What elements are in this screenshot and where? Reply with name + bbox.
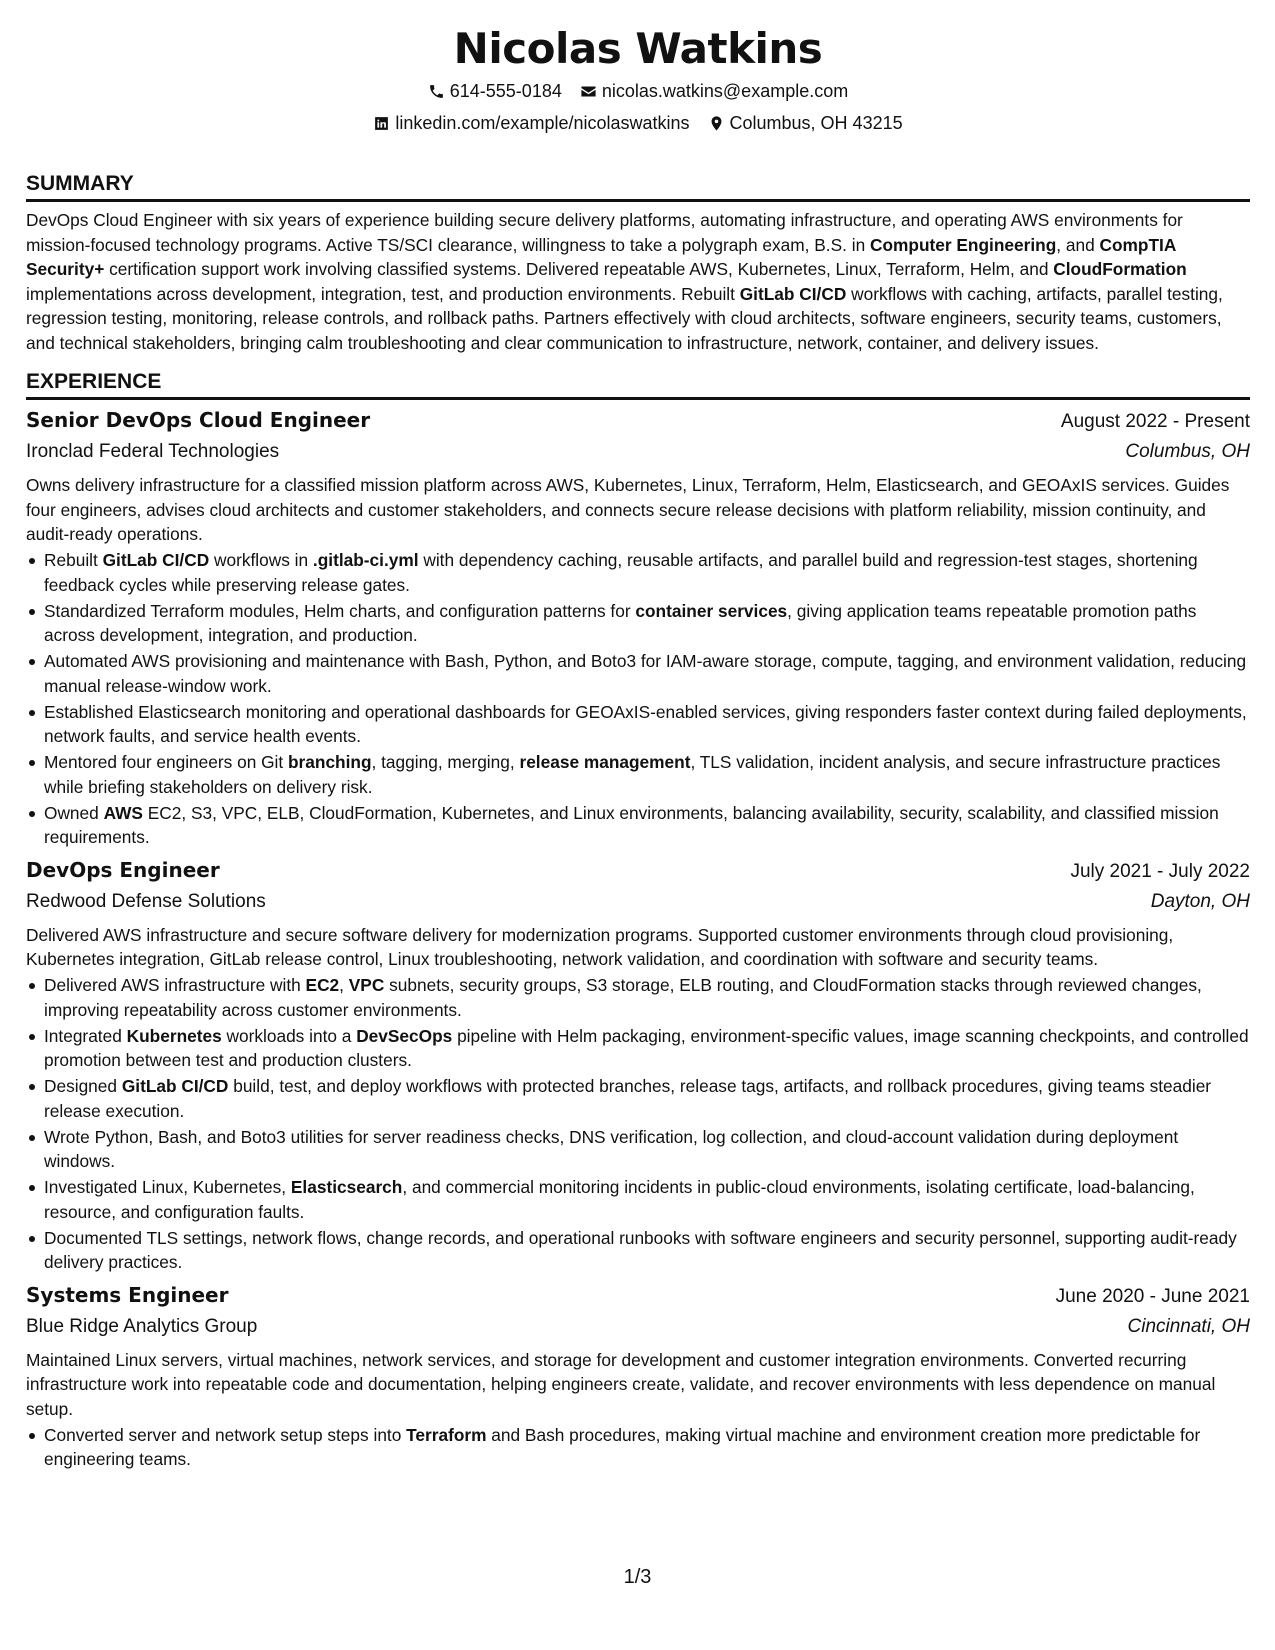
job-description: Delivered AWS infrastructure and secure software delivery for modernization programs. Supported customer environments through cloud provisioning, Kubernetes integration, GitLab release control, Linux troubleshooting, network validation, and coordination with software and security teams. xyxy=(26,924,1174,969)
job-bullet xyxy=(26,599,1250,648)
job-bullet xyxy=(26,1074,1250,1123)
location-contact xyxy=(708,112,903,134)
linkedin-contact[interactable] xyxy=(373,112,689,134)
bold-keyword: .gitlab-ci.yml xyxy=(312,550,419,570)
job-entry xyxy=(26,856,1250,1275)
text-span: pipeline with Helm packaging, environment-specific values, image scanning checkpoints, and controlled promotion between test and production clusters. xyxy=(44,1025,1249,1070)
text-span: , xyxy=(339,975,349,995)
job-location: Columbus, OH xyxy=(1125,441,1250,462)
job-header xyxy=(26,856,1250,886)
linkedin-link[interactable]: linkedin.com/example/nicolaswatkins xyxy=(395,113,690,133)
contact-line-1 xyxy=(26,80,1250,102)
text-span: with dependency caching, reusable artifacts, and parallel build and regression-test stages, shortening feedback cycles while preserving release gates. xyxy=(44,550,1198,595)
contact-line-2 xyxy=(26,112,1250,134)
job-dates: August 2022 - Present xyxy=(1060,411,1250,432)
text-span: Wrote Python, Bash, and Boto3 utilities for server readiness checks, DNS verification, log collection, and cloud-account validation during deployment windows. xyxy=(44,1126,1179,1171)
job-bullet-list xyxy=(26,1423,1250,1472)
phone-contact xyxy=(428,80,562,102)
job-bullet xyxy=(26,548,1250,597)
text-span: Investigated Linux, Kubernetes, xyxy=(44,1177,291,1197)
section-title-summary: SUMMARY xyxy=(26,172,1250,202)
text-span: Standardized Terraform modules, Helm charts, and configuration patterns for xyxy=(44,600,636,621)
job-bullet xyxy=(26,750,1250,799)
job-company: Blue Ridge Analytics Group xyxy=(26,1315,258,1337)
text-span: , TLS validation, incident analysis, and secure infrastructure practices while briefing stakeholders on delivery risk. xyxy=(44,752,1221,797)
text-span: , tagging, merging, xyxy=(371,752,520,772)
section-title-experience: EXPERIENCE xyxy=(26,370,1250,400)
job-header xyxy=(26,406,1250,436)
text-span: Mentored four engineers on Git xyxy=(44,752,288,772)
phone-icon xyxy=(428,83,445,100)
job-header xyxy=(26,1281,1250,1311)
text-span: , and xyxy=(1056,234,1100,255)
bold-keyword: CloudFormation xyxy=(1053,259,1187,279)
envelope-icon xyxy=(580,83,597,100)
job-dates: July 2021 - July 2022 xyxy=(1070,860,1250,882)
page-number: 1/3 xyxy=(623,1566,652,1588)
text-span: subnets, security groups, S3 storage, ELB routing, and CloudFormation stacks through reviewed changes, improving repeatability across customer environments. xyxy=(44,975,1202,1020)
email-contact[interactable] xyxy=(580,80,848,102)
job-bullet-list xyxy=(26,973,1250,1275)
bold-keyword: branching xyxy=(288,752,372,772)
bold-keyword: CompTIA Security+ xyxy=(26,234,1176,279)
job-title: Systems Engineer xyxy=(26,1282,229,1307)
job-bullet xyxy=(26,1125,1250,1174)
bold-keyword: release management xyxy=(519,752,691,772)
email-link[interactable]: nicolas.watkins@example.com xyxy=(601,81,849,101)
job-bullet xyxy=(26,700,1250,749)
bold-keyword: GitLab CI/CD xyxy=(102,550,210,570)
bold-keyword: GitLab CI/CD xyxy=(739,283,847,304)
job-description: Maintained Linux servers, virtual machines, network services, and storage for development and customer integration environments. Converted recurring infrastructure work into repeatable code and documentation, helping engineers create, validate, and recover environments with less dependence on manual setup. xyxy=(26,1349,1216,1419)
text-span: Designed xyxy=(44,1076,122,1096)
text-span: , giving application teams repeatable promotion paths across development, integration, and production. xyxy=(44,600,1197,645)
job-dates: June 2020 - June 2021 xyxy=(1055,1285,1250,1307)
job-bullet xyxy=(26,801,1250,850)
job-location: Cincinnati, OH xyxy=(1127,1315,1250,1337)
bold-keyword: EC2 xyxy=(305,975,340,995)
job-bullet xyxy=(26,973,1250,1022)
job-bullet xyxy=(26,1024,1250,1073)
job-bullet xyxy=(26,1226,1250,1275)
job-entry xyxy=(26,1281,1250,1472)
resume-header xyxy=(26,0,1250,134)
bold-keyword: VPC xyxy=(348,975,385,995)
job-location: Dayton, OH xyxy=(1150,890,1250,912)
text-span: Delivered AWS infrastructure with xyxy=(44,975,306,995)
text-span: Automated AWS provisioning and maintenance with Bash, Python, and Boto3 for IAM-aware storage, compute, tagging, and environment validation, reducing manual release-window work. xyxy=(44,651,1247,696)
bold-keyword: DevSecOps xyxy=(356,1025,453,1046)
text-span: workflows in xyxy=(209,550,313,570)
job-list xyxy=(26,406,1250,1472)
text-span: EC2, S3, VPC, ELB, CloudFormation, Kubernetes, and Linux environments, balancing availability, security, scalability, and classified mission requirements. xyxy=(44,802,1219,847)
text-span: Established Elasticsearch monitoring and operational dashboards for GEOAxIS-enabled services, giving responders faster context during failed deployments, network faults, and service health events. xyxy=(44,701,1247,746)
job-bullet xyxy=(26,1423,1250,1472)
text-span: implementations across development, integration, test, and production environments. Rebuilt xyxy=(26,283,740,304)
text-span: DevOps Cloud Engineer with six years of experience building secure delivery platforms, automating infrastructure, and operating AWS environments for mission-focused technology programs. Active TS/SCI clearance, willingness to take a polygraph exam, B.S. in xyxy=(26,210,1183,255)
text-span: workflows with caching, artifacts, parallel testing, regression testing, monitoring, release controls, and rollback paths. Partners effectively with cloud architects, software engineers, security teams, customers, and technical stakeholders, bringing calm troubleshooting and clear communication to infrastructure, network, container, and delivery issues. xyxy=(26,283,1223,353)
summary-section xyxy=(26,172,1250,355)
bold-keyword: Kubernetes xyxy=(126,1025,222,1046)
resume-page xyxy=(26,0,1250,1472)
location-text: Columbus, OH 43215 xyxy=(729,113,903,133)
text-span: , and commercial monitoring incidents in public-cloud environments, isolating certificate, load-balancing, resource, and configuration faults. xyxy=(44,1177,1195,1222)
job-entry xyxy=(26,406,1250,850)
bold-keyword: Computer Engineering xyxy=(870,234,1057,255)
text-span: Integrated xyxy=(44,1025,127,1046)
job-bullet-list xyxy=(26,548,1250,850)
experience-section xyxy=(26,370,1250,1472)
bold-keyword: AWS xyxy=(103,802,143,823)
bold-keyword: Elasticsearch xyxy=(290,1177,403,1197)
job-title: Senior DevOps Cloud Engineer xyxy=(26,408,371,432)
text-span: Owned xyxy=(44,802,104,823)
candidate-name: Nicolas Watkins xyxy=(453,24,823,73)
job-subheader xyxy=(26,1313,1250,1341)
bold-keyword: Terraform xyxy=(406,1424,487,1445)
job-subheader xyxy=(26,888,1250,916)
text-span: Documented TLS settings, network flows, change records, and operational runbooks with software engineers and security personnel, supporting audit-ready delivery practices. xyxy=(44,1227,1237,1272)
job-company: Redwood Defense Solutions xyxy=(26,890,266,912)
job-subheader xyxy=(26,438,1250,466)
job-title: DevOps Engineer xyxy=(26,857,220,882)
job-company: Ironclad Federal Technologies xyxy=(26,441,280,462)
job-bullet xyxy=(26,649,1250,698)
map-marker-icon xyxy=(708,115,725,132)
summary-text xyxy=(26,208,1250,355)
text-span: certification support work involving classified systems. Delivered repeatable AWS, Kubernetes, Linux, Terraform, Helm, and xyxy=(104,259,1054,279)
job-description: Owns delivery infrastructure for a classified mission platform across AWS, Kubernetes, Linux, Terraform, Helm, Elasticsearch, and GEOAxIS services. Guides four engineers, advises cloud architects and customer stakeholders, and connects secure release decisions with platform reliability, mission continuity, and audit-ready operations. xyxy=(26,475,1230,544)
text-span: Rebuilt xyxy=(44,550,103,570)
phone-text: 614-555-0184 xyxy=(449,81,562,101)
text-span: and Bash procedures, making virtual machine and environment creation more predictable for engineering teams. xyxy=(44,1424,1201,1469)
job-bullet xyxy=(26,1175,1250,1224)
linkedin-icon xyxy=(373,115,390,132)
bold-keyword: GitLab CI/CD xyxy=(121,1076,229,1096)
text-span: workloads into a xyxy=(221,1025,357,1046)
text-span: build, test, and deploy workflows with protected branches, release tags, artifacts, and rollback procedures, giving teams steadier release execution. xyxy=(44,1076,1212,1121)
text-span: Converted server and network setup steps into xyxy=(44,1424,407,1445)
bold-keyword: container services xyxy=(635,600,788,621)
